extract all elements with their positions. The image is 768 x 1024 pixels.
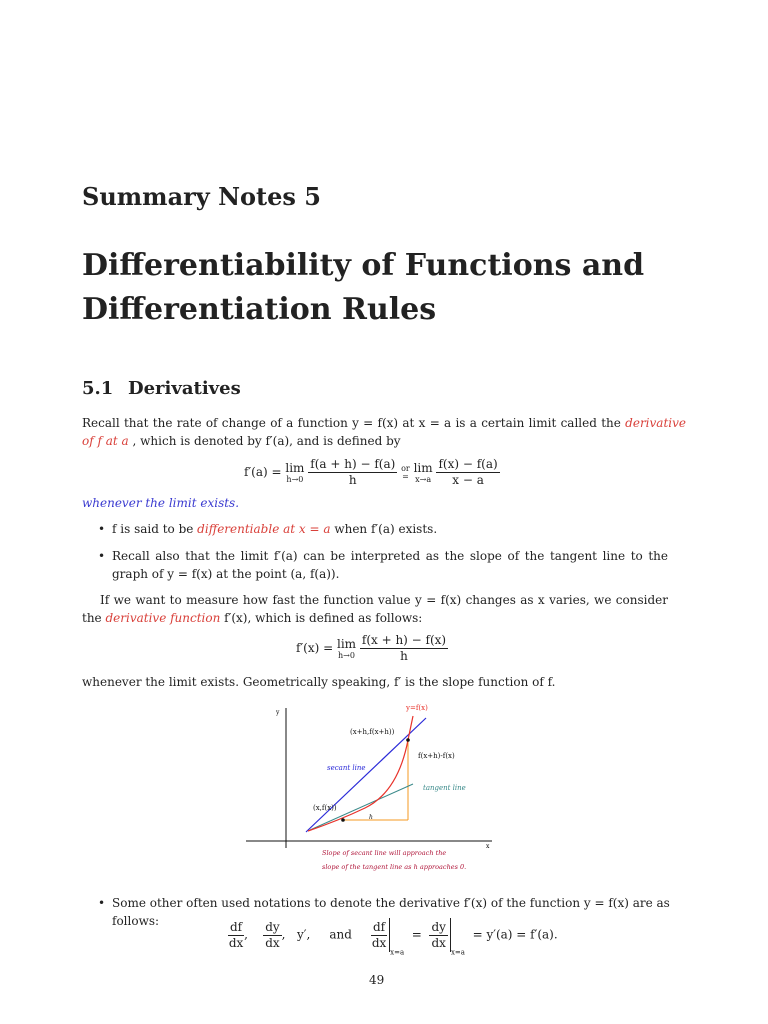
bullet-tangent-interpretation — [98, 547, 668, 583]
paragraph-derivative-intro — [82, 414, 686, 450]
numerator: f(x + h) − f(x) — [361, 633, 447, 647]
h-label: h — [369, 814, 373, 821]
limit-operator — [414, 462, 433, 484]
lim-sub: h→0 — [286, 474, 304, 484]
numerator: dy — [431, 919, 446, 934]
point-x-fx — [341, 818, 345, 822]
section-number: 5.1 — [82, 378, 114, 399]
paragraph-derivative-function — [82, 591, 668, 627]
eval-subscript: x=a — [390, 948, 405, 957]
figure-caption-line-2: slope of the tangent line as h approaches 0. — [322, 863, 467, 871]
fraction-df-dx-eval — [371, 920, 387, 951]
section-title: Derivatives — [128, 378, 241, 399]
page-number: 49 — [369, 973, 385, 987]
text: , which is denoted by f′(a), and is defined by — [128, 434, 401, 448]
lim: lim — [336, 636, 357, 651]
numerator: dy — [265, 919, 280, 934]
equals: = — [411, 927, 422, 942]
rise-label: f(x+h)-f(x) — [418, 752, 455, 760]
text: f is said to be — [112, 522, 198, 536]
eq-lhs: f′(a) = — [244, 465, 286, 479]
denominator: x − a — [452, 473, 484, 487]
denominator: dx — [265, 935, 280, 950]
eval-subscript: x=a — [450, 948, 465, 957]
lim-sub: x→a — [415, 474, 432, 484]
chapter-heading: Summary Notes 5 — [82, 182, 321, 211]
definition-highlight: differentiable at x = a — [197, 522, 331, 536]
eq-lhs: f′(x) = — [296, 641, 337, 655]
bullet-dot: • — [98, 522, 106, 536]
chapter-title: Differentiability of Functions and Differentiation Rules — [82, 248, 645, 327]
lim: lim — [413, 460, 433, 475]
equation-derivative-function — [296, 633, 448, 664]
text: Recall also that the limit f′(a) can be interpreted as the slope of the tangent line to the graph of y = f(x) at the point (a, f(a)). — [112, 549, 668, 581]
numerator: df — [373, 919, 386, 934]
equation-derivative-at-a — [244, 457, 500, 488]
bullet-dot: • — [98, 549, 106, 563]
numerator: f(a + h) − f(a) — [310, 457, 396, 471]
curve-label: y=f(x) — [406, 704, 428, 712]
and-text: and — [329, 927, 352, 942]
point-top-label: (x+h,f(x+h)) — [350, 728, 395, 736]
secant-tangent-figure — [240, 700, 510, 880]
figure-caption-line-1: Slope of secant line will approach the — [322, 849, 447, 857]
numerator: df — [230, 919, 243, 934]
limit-operator — [337, 638, 356, 660]
text: Recall that the rate of change of a function y = f(x) at x = a is a certain limit called the — [82, 416, 626, 430]
y-prime: y′, — [296, 927, 311, 942]
text: Some other often used notations to denote the derivative f′(x) of the function y = f(x) are as follows: — [112, 896, 670, 928]
fraction — [308, 457, 397, 488]
numerator: f(x) − f(a) — [438, 457, 498, 471]
or-text: or — [401, 463, 410, 473]
fraction-dy-dx-eval — [429, 920, 447, 951]
bullet-differentiable — [98, 520, 686, 538]
denominator: dx — [431, 935, 446, 950]
x-axis-label: x — [486, 843, 490, 850]
tangent-label: tangent line — [423, 784, 466, 792]
fraction — [436, 457, 499, 488]
text: when f′(a) exists. — [330, 522, 438, 536]
fraction — [360, 633, 448, 664]
fraction-df-dx — [228, 920, 244, 951]
point-xh-fxh — [406, 738, 410, 742]
point-bottom-label: (x,f(x)) — [313, 804, 337, 812]
or-equals: or = — [401, 463, 410, 481]
y-axis-label: y — [276, 709, 280, 716]
eq-tail: = y′(a) = f′(a). — [472, 927, 558, 942]
text: f′(x), which is defined as follows: — [220, 611, 423, 625]
denominator: h — [400, 649, 408, 663]
equation-notations: $\frac{df}{dx}$ , $\frac{dy}{dx}$ , y′, and $\frac{df}{dx}$ $_{x=a}$ = $\frac{dy}{dx}$ $_{x=a}$ = y′(a) = f′(a). — [228, 919, 558, 957]
definition-highlight: derivative function — [105, 611, 221, 625]
denominator: dx — [228, 935, 244, 950]
secant-label: secant line — [327, 764, 366, 772]
section-heading — [82, 378, 241, 399]
denominator: dx — [371, 935, 387, 950]
definition-highlight: derivative of f at a — [82, 416, 686, 448]
lim-sub: h→0 — [338, 650, 355, 660]
text: If we want to measure how fast the function value y = f(x) changes as x varies, we consider the — [82, 593, 668, 625]
bullet-dot: • — [98, 896, 106, 910]
lim: lim — [285, 460, 305, 475]
limit-operator — [285, 462, 304, 484]
denominator: h — [348, 473, 357, 487]
fraction-dy-dx — [263, 920, 281, 951]
paragraph-slope-function: whenever the limit exists. Geometrically speaking, f′ is the slope function of f. — [82, 675, 556, 689]
whenever-limit-exists: whenever the limit exists. — [82, 496, 240, 510]
